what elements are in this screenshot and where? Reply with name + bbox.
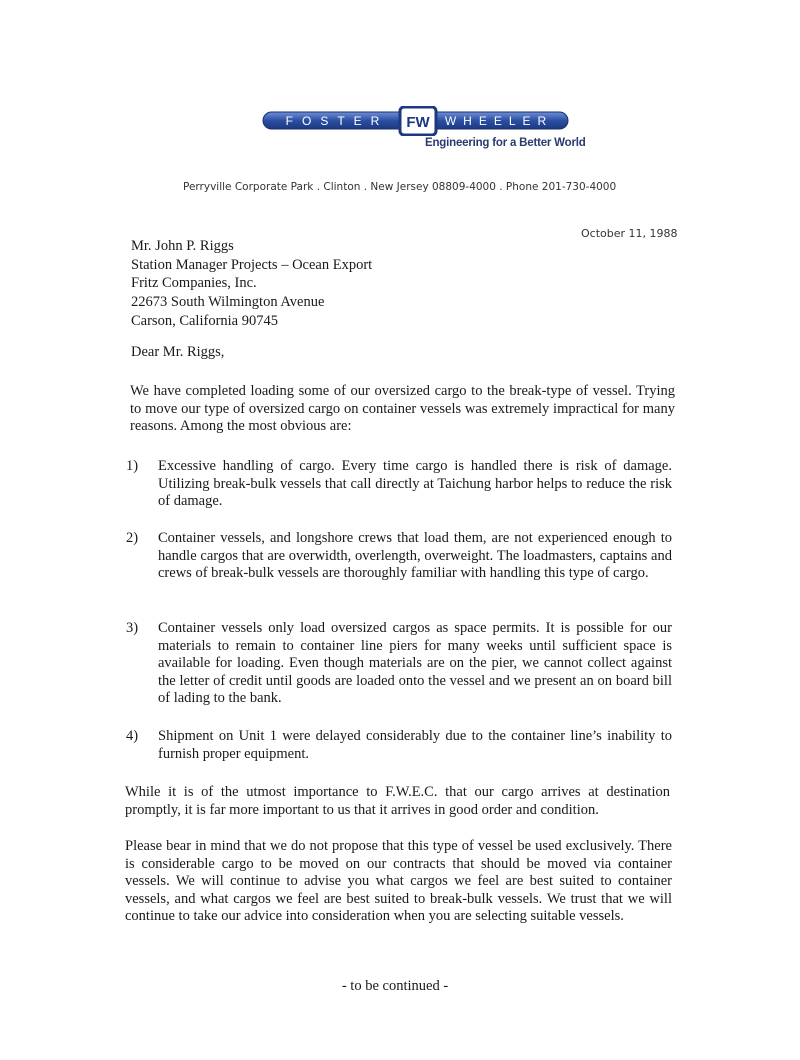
logo-left-text: FOSTER: [285, 114, 389, 128]
logo-right-text: WHEELER: [444, 114, 554, 128]
recipient-company: Fritz Companies, Inc.: [131, 275, 257, 292]
company-address: Perryville Corporate Park . Clinton . New Jersey 08809-4000 . Phone 201-730-4000: [183, 181, 617, 193]
recipient-street: 22673 South Wilmington Avenue: [131, 294, 325, 311]
letter-date: October 11, 1988: [581, 227, 678, 240]
list-item: [126, 530, 676, 602]
salutation: Dear Mr. Riggs,: [131, 344, 225, 360]
company-tagline: Engineering for a Better World: [425, 137, 586, 149]
list-item: [126, 728, 676, 764]
continued-note: - to be continued -: [341, 978, 449, 994]
list-item-text: Shipment on Unit 1 were delayed considerably due to the container line’s inability to furnish proper equipment.: [158, 728, 672, 762]
intro-paragraph: We have completed loading some of our oversized cargo to the break-type of vessel. Trying to move our type of oversized cargo on container vessels was extremely impractical for many reasons. Among the most obvious are:: [130, 383, 675, 434]
list-item-number: 3): [126, 620, 139, 636]
list-item-number: 1): [126, 458, 139, 474]
recipient-address-block: [131, 237, 372, 331]
list-item-text: Container vessels, and longshore crews that load them, are not experienced enough to handle cargos that are overwidth, overlength, overweight. The loadmasters, captains and crews of break-bulk vessels are thoroughly familiar with handling this type of cargo.: [158, 530, 672, 581]
list-item-number: 2): [126, 530, 139, 546]
list-item: [126, 458, 676, 513]
fwec-paragraph: While it is of the utmost importance to F.W.E.C. that our cargo arrives at destination promptly, it is far more important to us that it arrives in good order and condition.: [125, 784, 670, 818]
list-item-text: Excessive handling of cargo. Every time cargo is handled there is risk of damage. Utilizing break-bulk vessels that call directly at Taichung harbor helps to reduce the risk of damage.: [158, 458, 672, 509]
list-item-number: 4): [126, 728, 139, 744]
recipient-name: Mr. John P. Riggs: [131, 238, 234, 254]
recipient-city: Carson, California 90745: [131, 312, 278, 329]
closing-paragraph: Please bear in mind that we do not propose that this type of vessel be used exclusively. There is considerable cargo to be moved on our contracts that should be moved via container vessels. We will continue to advise you what cargos we feel are best suited to container vessels, and what cargos we feel are best suited to break-bulk vessels. We trust that we will continue to take our advice into consideration when you are selecting suitable vessels.: [125, 838, 672, 924]
recipient-title: Station Manager Projects – Ocean Export: [131, 256, 373, 273]
list-item-text: Container vessels only load oversized cargos as space permits. It is possible for our materials to remain to container line piers for many weeks until sufficient space is available for loading. Even though materials are on the pier, we cannot collect against the letter of credit until goods are loaded onto the vessel and we present an on board bill of lading to the bank.: [158, 620, 672, 706]
logo-mark: FW: [406, 114, 430, 131]
list-item: [126, 620, 676, 710]
